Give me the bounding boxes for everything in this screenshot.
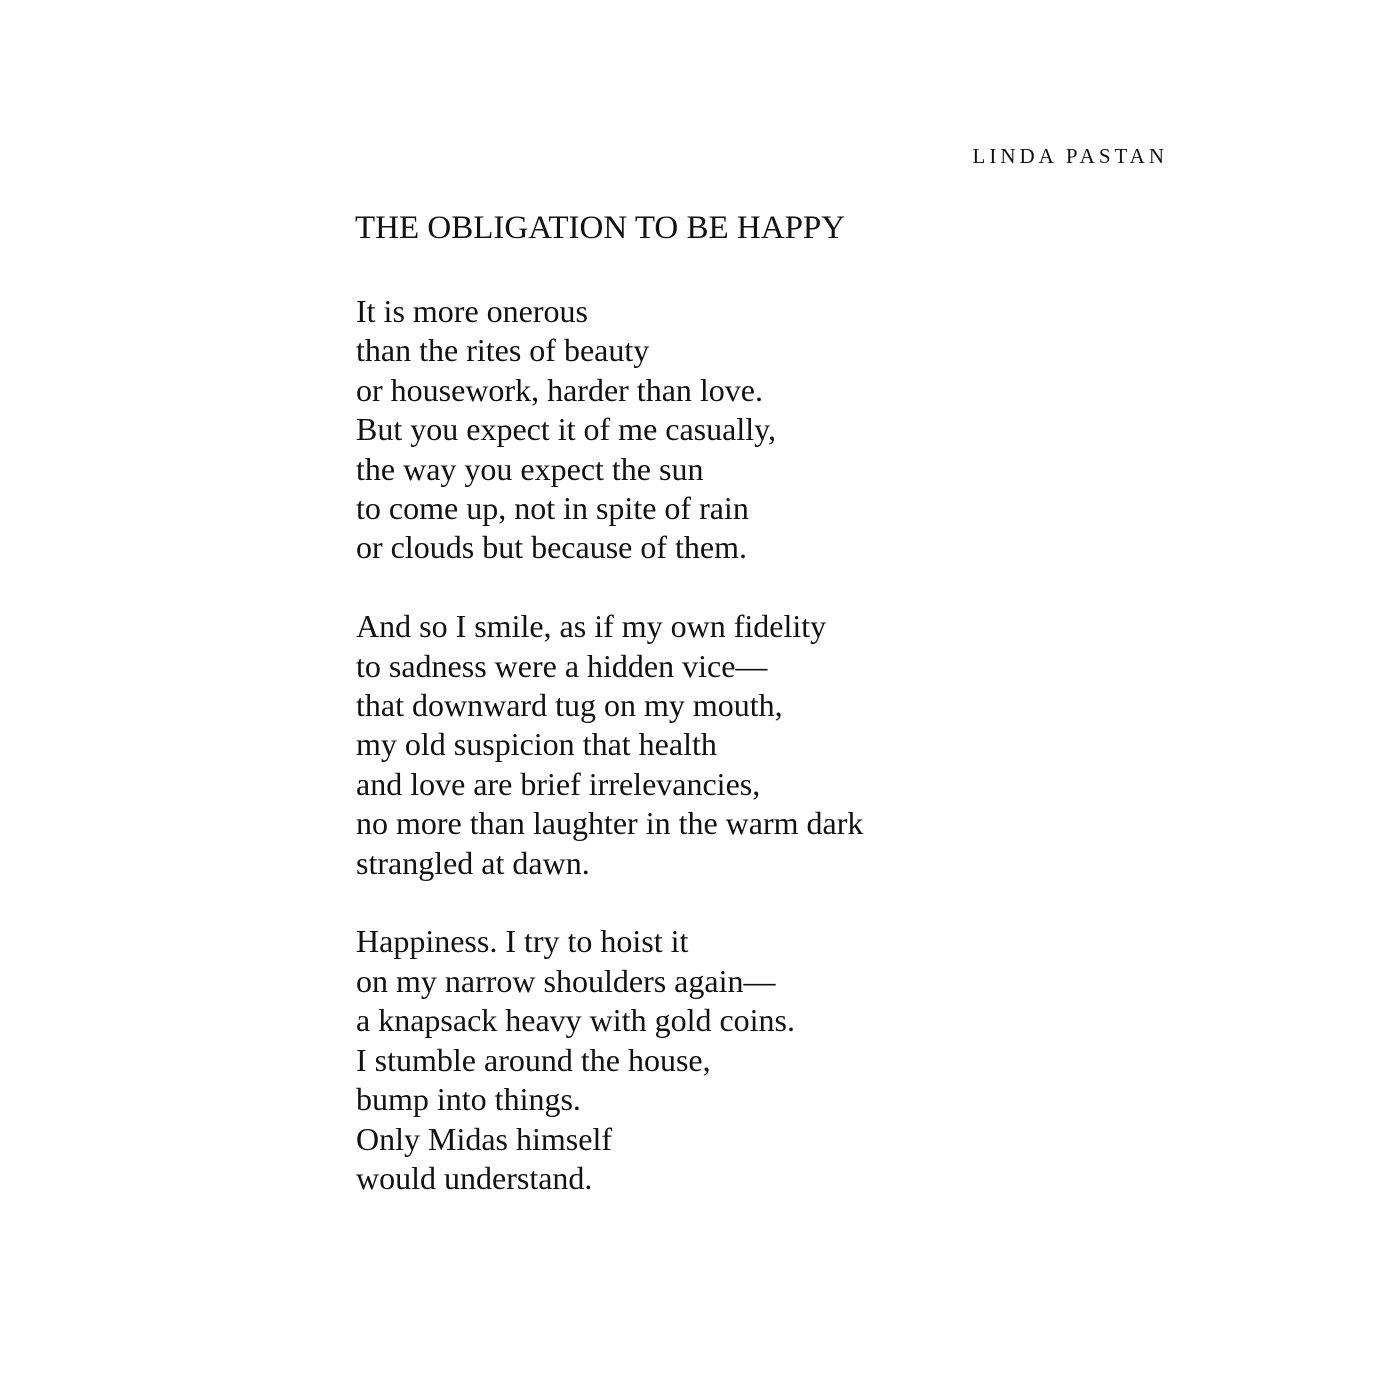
stanza-2 (356, 607, 863, 883)
poem-line: that downward tug on my mouth, (356, 687, 783, 724)
stanza-3 (356, 922, 863, 1198)
poem-line: or clouds but because of them. (356, 529, 747, 566)
poem-line: or housework, harder than love. (356, 371, 763, 408)
poem-line: on my narrow shoulders again— (356, 962, 776, 999)
poem-line: Happiness. I try to hoist it (356, 923, 689, 960)
poem-line: and love are brief irrelevancies, (356, 765, 761, 802)
poem-line: And so I smile, as if my own fidelity (356, 608, 827, 645)
poem-title: THE OBLIGATION TO BE HAPPY (355, 210, 846, 246)
poem-line: Only Midas himself (356, 1120, 612, 1157)
poem-line: I stumble around the house, (356, 1041, 711, 1078)
poem-line: to sadness were a hidden vice— (356, 647, 768, 684)
poem-line: It is more onerous (356, 293, 588, 329)
poem-line: no more than laughter in the warm dark (356, 805, 864, 842)
poem-line: to come up, not in spite of rain (356, 490, 749, 527)
poem-line: a knapsack heavy with gold coins. (356, 1002, 795, 1039)
poem-line: But you expect it of me casually, (356, 411, 777, 448)
poem-line: my old suspicion that health (356, 726, 717, 763)
poem-line: the way you expect the sun (356, 450, 704, 487)
poem-line: strangled at dawn. (356, 844, 590, 881)
poem-line: would understand. (356, 1159, 593, 1196)
poem-line: than the rites of beauty (356, 332, 650, 369)
author-running-head: LINDA PASTAN (972, 144, 1168, 168)
stanza-1 (356, 292, 863, 568)
poem-line: bump into things. (356, 1081, 581, 1118)
poem-body (356, 292, 863, 1198)
